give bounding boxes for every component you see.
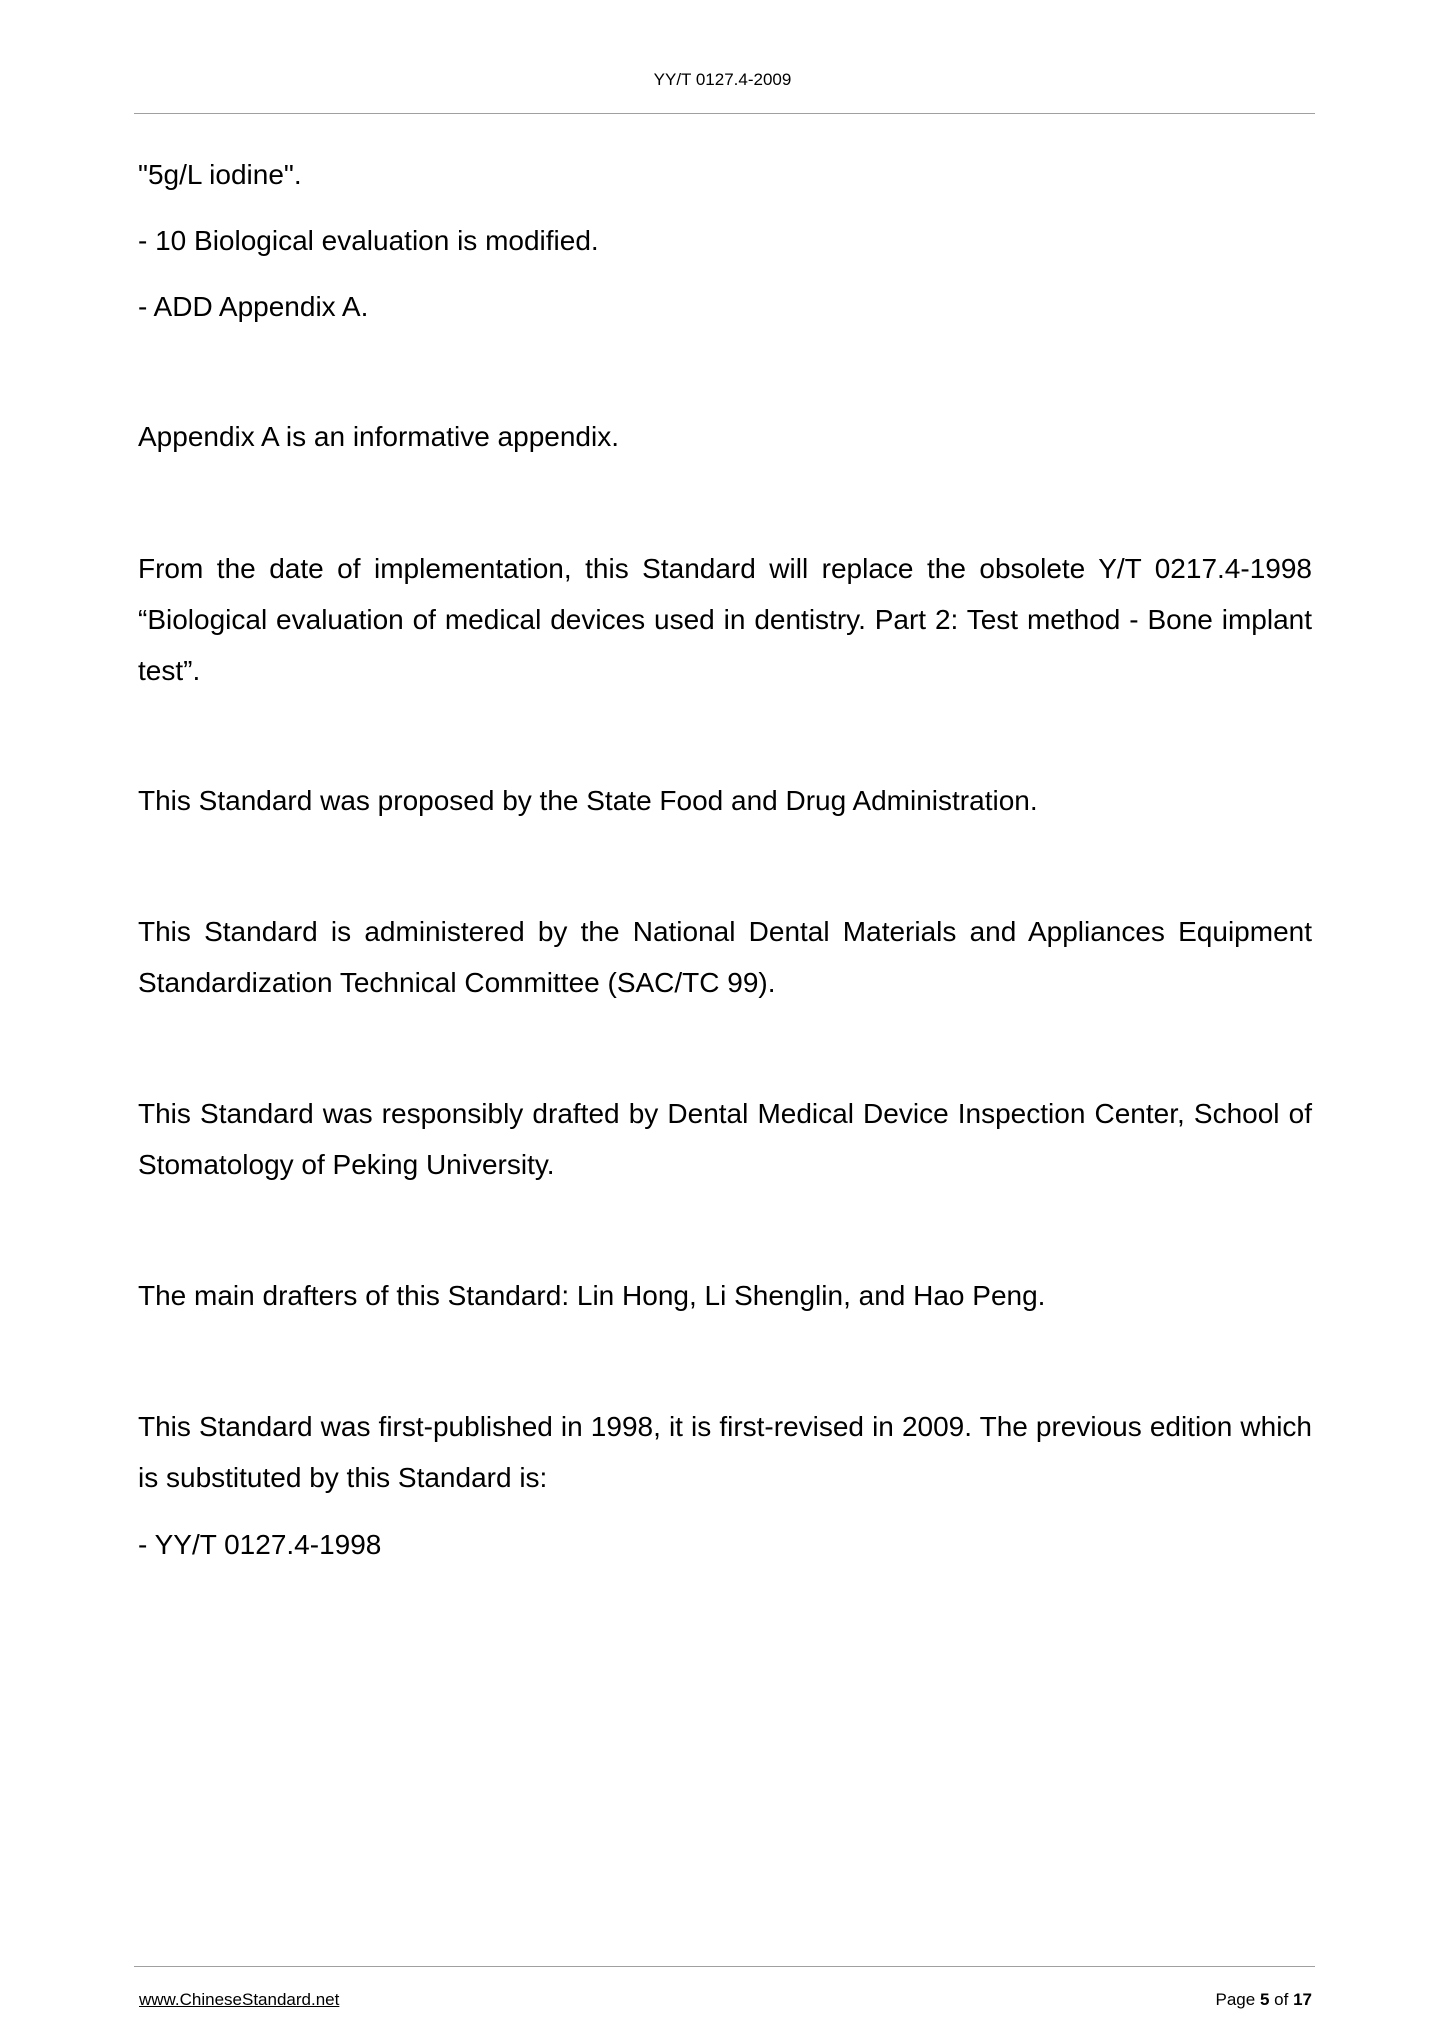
paragraph-administered-by: This Standard is administered by the National Dental Materials and Appliances Equipment Standardization Technical Committee (SAC/TC 99). [138, 916, 1312, 998]
paragraph-iodine: "5g/L iodine". [138, 159, 302, 190]
list-item-biological-evaluation: - 10 Biological evaluation is modified. [138, 225, 599, 256]
paragraph-publication-history: This Standard was first-published in 1998, it is first-revised in 2009. The previous edition which is substituted by this Standard is: [138, 1411, 1312, 1493]
list-item-add-appendix: - ADD Appendix A. [138, 291, 369, 322]
page-number [1216, 1990, 1312, 2010]
paragraph-main-drafters: The main drafters of this Standard: Lin Hong, Li Shenglin, and Hao Peng. [138, 1280, 1046, 1311]
page-total: 17 [1293, 1990, 1312, 2009]
page-current: 5 [1259, 1990, 1270, 2009]
website-link[interactable]: www.ChineseStandard.net [139, 1990, 340, 2009]
list-item-previous-edition: - YY/T 0127.4-1998 [138, 1529, 382, 1560]
page-of-label: of [1274, 1990, 1289, 2009]
paragraph-drafted-by: This Standard was responsibly drafted by Dental Medical Device Inspection Center, School of Stomatology of Peking University. [138, 1098, 1312, 1180]
paragraph-proposed-by: This Standard was proposed by the State Food and Drug Administration. [138, 785, 1038, 816]
page-label: Page [1215, 1990, 1256, 2009]
document-code-header: YY/T 0127.4-2009 [653, 70, 792, 89]
footer-divider [134, 1966, 1315, 1967]
header-divider [134, 113, 1315, 114]
paragraph-appendix-informative: Appendix A is an informative appendix. [138, 421, 619, 452]
paragraph-replacement: From the date of implementation, this Standard will replace the obsolete Y/T 0217.4-1998 “Biological evaluation of medical devices used in dentistry. Part 2: Test method - Bone implant test”. [138, 553, 1312, 686]
